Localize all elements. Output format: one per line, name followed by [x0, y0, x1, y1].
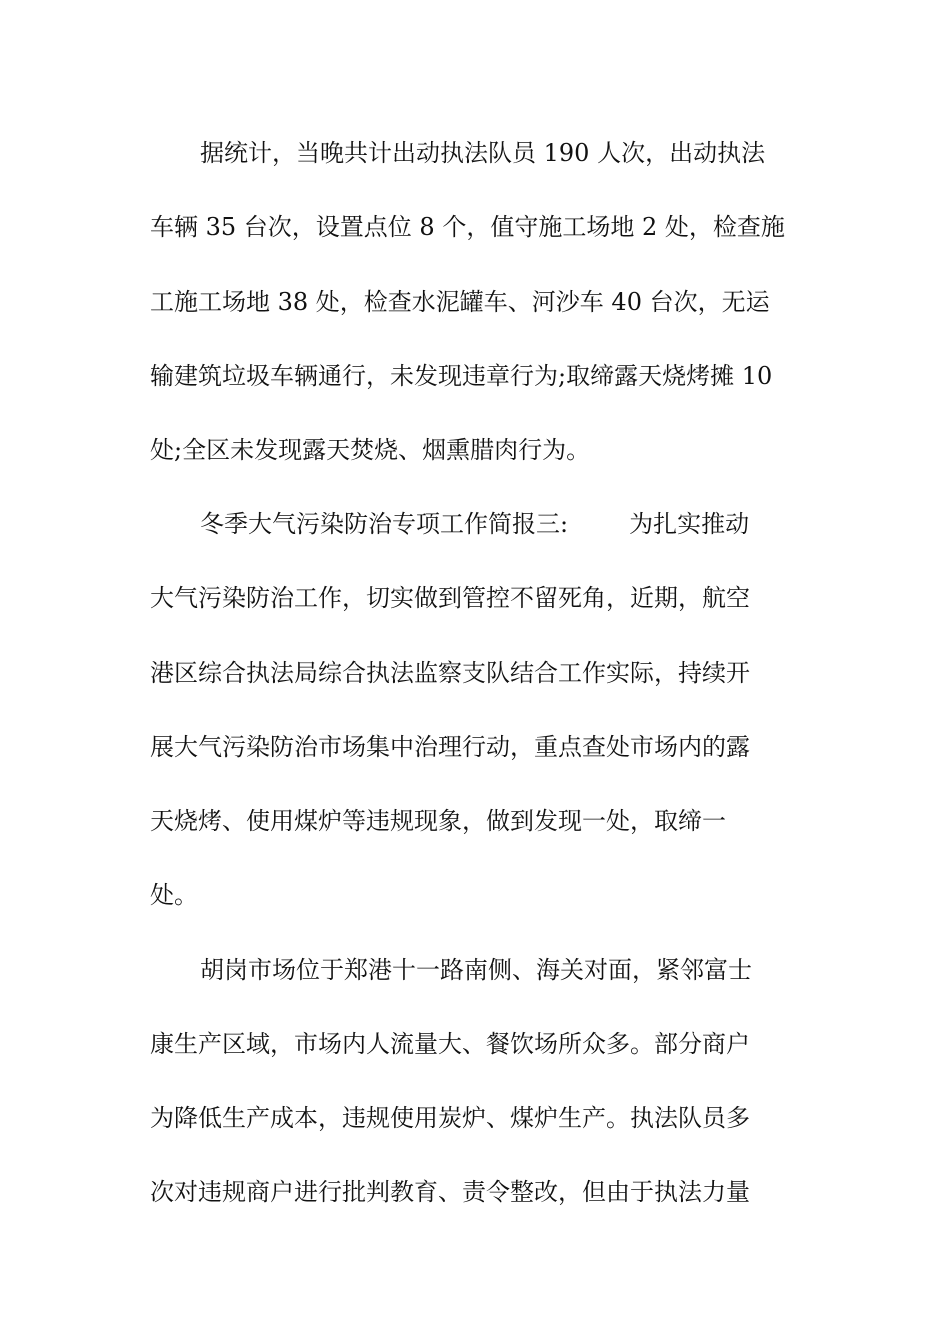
paragraph-3-line-3: 为降低生产成本，违规使用炭炉、煤炉生产。执法队员多: [150, 1104, 750, 1132]
paragraph-2-line-5: 天烧烤、使用煤炉等违规现象，做到发现一处，取缔一: [150, 807, 726, 835]
paragraph-3-line-4: 次对违规商户进行批判教育、责令整改，但由于执法力量: [150, 1178, 750, 1206]
paragraph-1-line-3: 工施工场地 38 处，检查水泥罐车、河沙车 40 台次，无运: [150, 288, 770, 316]
paragraph-2-line-3: 港区综合执法局综合执法监察支队结合工作实际，持续开: [150, 659, 750, 687]
paragraph-1-line-1: 据统计，当晚共计出动执法队员 190 人次，出动执法: [200, 139, 766, 167]
paragraph-1-line-4: 输建筑垃圾车辆通行，未发现违章行为;取缔露天烧烤摊 10: [150, 362, 773, 390]
paragraph-2-line-6: 处。: [150, 881, 198, 909]
paragraph-3-line-2: 康生产区域，市场内人流量大、餐饮场所众多。部分商户: [150, 1030, 750, 1058]
paragraph-1-line-5: 处;全区未发现露天焚烧、烟熏腊肉行为。: [150, 436, 591, 464]
paragraph-1-line-2: 车辆 35 台次，设置点位 8 个，值守施工场地 2 处，检查施: [150, 213, 785, 241]
paragraph-2-line-2: 大气污染防治工作，切实做到管控不留死角，近期，航空: [150, 584, 750, 612]
paragraph-2-line-1: 冬季大气污染防治专项工作简报三: 为扎实推动: [200, 510, 750, 538]
paragraph-3-line-1: 胡岗市场位于郑港十一路南侧、海关对面，紧邻富士: [200, 956, 752, 984]
paragraph-2-line-4: 展大气污染防治市场集中治理行动，重点查处市场内的露: [150, 733, 750, 761]
